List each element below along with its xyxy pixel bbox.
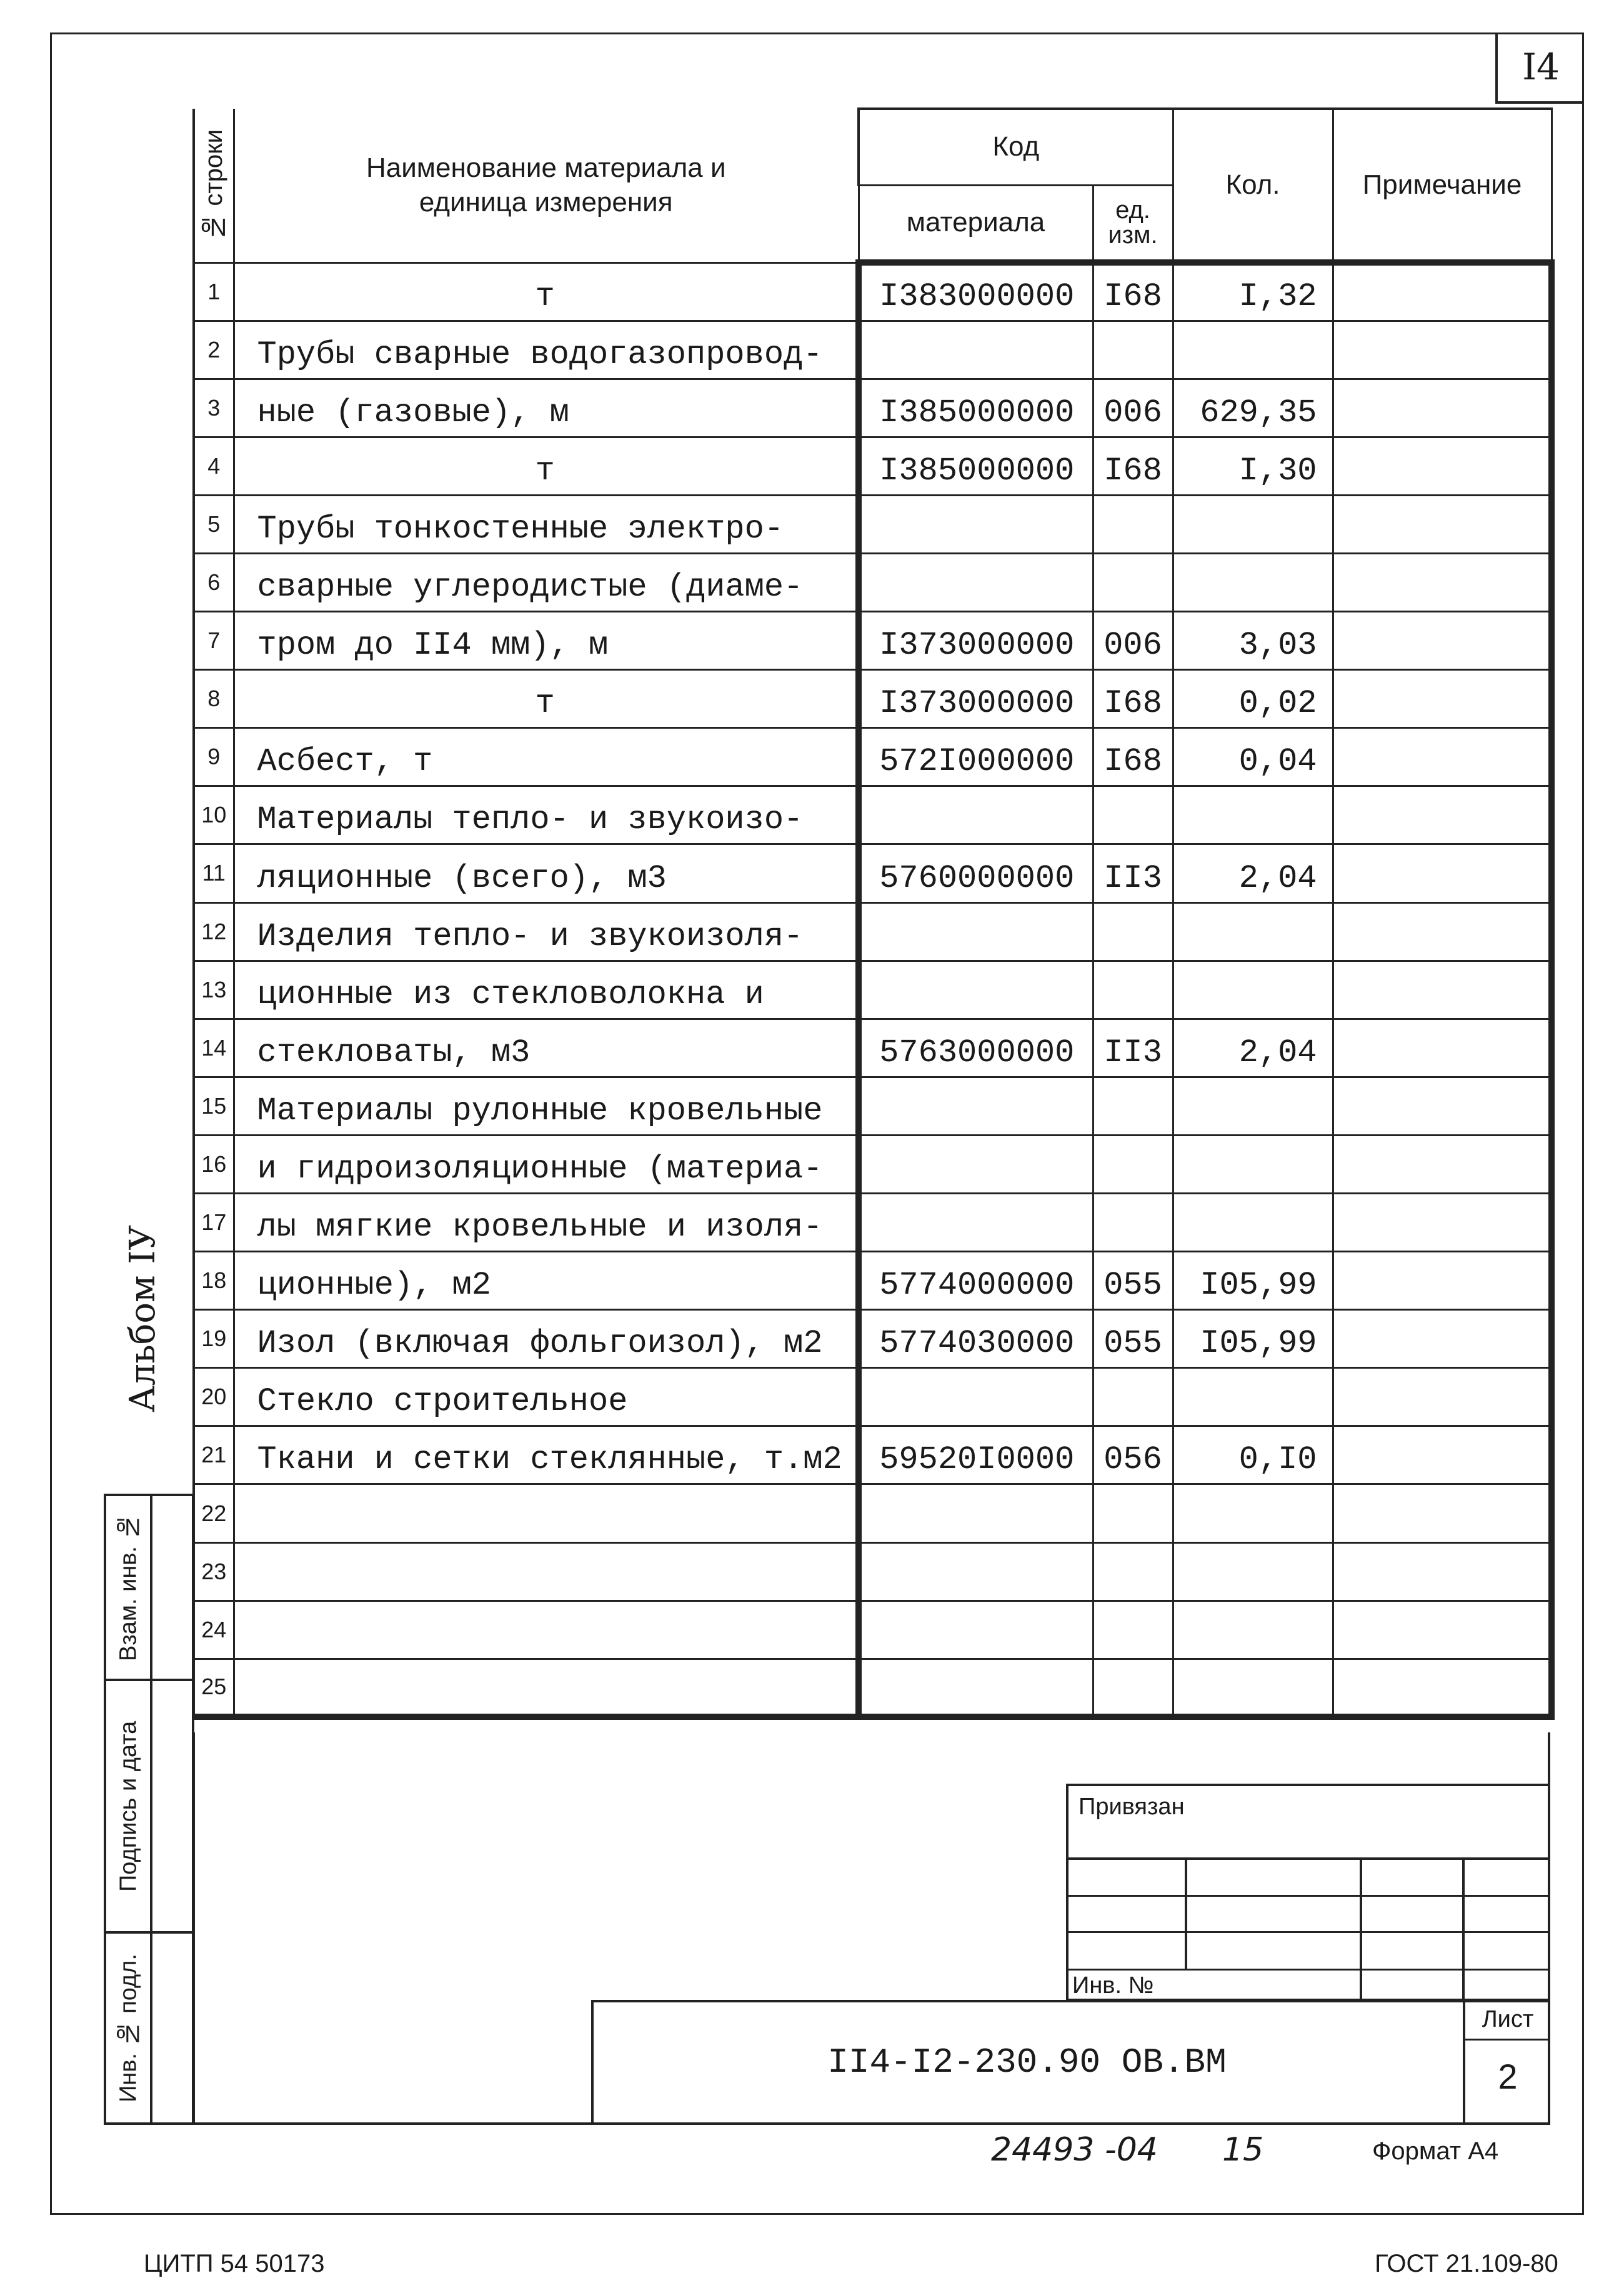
row-number-cell: 1 — [194, 262, 234, 321]
table-row — [194, 262, 1552, 321]
note-cell — [1333, 553, 1552, 611]
row-number-cell: 20 — [194, 1368, 234, 1426]
quantity-cell — [1173, 495, 1333, 553]
quantity-cell — [1173, 1077, 1333, 1135]
table-row — [194, 670, 1552, 728]
material-name-cell: Изол (включая фольгоизол), м2 — [234, 1310, 859, 1368]
privyazan-col-3 — [1462, 1857, 1465, 2001]
unit-code-cell: II3 — [1093, 844, 1173, 902]
table-row — [194, 961, 1552, 1019]
note-cell — [1333, 1601, 1552, 1659]
header-name — [234, 109, 859, 262]
material-code-cell — [859, 961, 1093, 1019]
material-code-cell — [859, 902, 1093, 961]
material-name-cell: сварные углеродистые (диаме- — [234, 553, 859, 611]
row-number-cell: 9 — [194, 728, 234, 786]
material-name-cell: тром до II4 мм), м — [234, 612, 859, 670]
material-code-cell — [859, 1135, 1093, 1193]
material-name-cell: Материалы тепло- и звукоизо- — [234, 786, 859, 844]
quantity-cell: 2,04 — [1173, 1019, 1333, 1077]
row-number-cell: 7 — [194, 612, 234, 670]
note-cell — [1333, 1659, 1552, 1717]
table-row — [194, 1426, 1552, 1484]
material-name-cell: Асбест, т — [234, 728, 859, 786]
header-quantity: Кол. — [1173, 109, 1333, 262]
table-row — [194, 1368, 1552, 1426]
header-note: Примечание — [1333, 109, 1552, 262]
quantity-cell: I05,99 — [1173, 1310, 1333, 1368]
note-cell — [1333, 728, 1552, 786]
material-name-cell: Изделия тепло- и звукоизоля- — [234, 902, 859, 961]
header-code-material: материала — [859, 185, 1093, 262]
note-cell — [1333, 495, 1552, 553]
note-cell — [1333, 1542, 1552, 1601]
quantity-cell — [1173, 1542, 1333, 1601]
material-code-cell: 5774000000 — [859, 1252, 1093, 1310]
quantity-cell — [1173, 1135, 1333, 1193]
table-row — [194, 728, 1552, 786]
material-name-cell: стекловаты, м3 — [234, 1019, 859, 1077]
material-name-cell: ные (газовые), м — [234, 379, 859, 437]
material-name-cell: ционные), м2 — [234, 1252, 859, 1310]
note-cell — [1333, 1077, 1552, 1135]
unit-code-cell: I68 — [1093, 262, 1173, 321]
privyazan-line-2 — [1066, 1895, 1550, 1897]
table-row — [194, 1484, 1552, 1542]
note-cell — [1333, 1135, 1552, 1193]
side-label-podpis-data: Подпись и дата — [115, 1721, 142, 1892]
material-code-cell: 5774030000 — [859, 1310, 1093, 1368]
row-number-cell: 22 — [194, 1484, 234, 1542]
table-row — [194, 379, 1552, 437]
unit-code-cell: 006 — [1093, 612, 1173, 670]
material-code-cell: I385000000 — [859, 379, 1093, 437]
privyazan-col-2 — [1360, 1857, 1362, 2001]
material-code-cell — [859, 1542, 1093, 1601]
quantity-cell — [1173, 1601, 1333, 1659]
material-name-cell: Трубы сварные водогазопровод- — [234, 321, 859, 379]
material-name-cell: Материалы рулонные кровельные — [234, 1077, 859, 1135]
header-row-number-label: № строки — [199, 129, 227, 241]
note-cell — [1333, 379, 1552, 437]
quantity-cell — [1173, 902, 1333, 961]
material-name-cell — [234, 1542, 859, 1601]
note-cell — [1333, 1194, 1552, 1252]
unit-code-cell: I68 — [1093, 437, 1173, 495]
table-row — [194, 786, 1552, 844]
table-row — [194, 495, 1552, 553]
table-row — [194, 321, 1552, 379]
page-badge: I4 — [1495, 32, 1584, 104]
unit-code-cell — [1093, 1542, 1173, 1601]
row-number-cell: 24 — [194, 1601, 234, 1659]
material-name-cell: ционные из стекловолокна и — [234, 961, 859, 1019]
row-number-cell: 2 — [194, 321, 234, 379]
format-label: Формат А4 — [1372, 2137, 1499, 2165]
row-number-cell: 4 — [194, 437, 234, 495]
privyazan-line-1 — [1066, 1857, 1550, 1860]
table-row — [194, 1135, 1552, 1193]
row-number-cell: 15 — [194, 1077, 234, 1135]
privyazan-line-4 — [1066, 1969, 1550, 1971]
designation-text: II4-I2-230.90 ОВ.ВМ — [827, 2042, 1227, 2082]
unit-code-cell — [1093, 1368, 1173, 1426]
table-row — [194, 844, 1552, 902]
table-row — [194, 612, 1552, 670]
material-name-cell: Стекло строительное — [234, 1368, 859, 1426]
table-row — [194, 1310, 1552, 1368]
table-row — [194, 1077, 1552, 1135]
table-row — [194, 902, 1552, 961]
quantity-cell — [1173, 786, 1333, 844]
quantity-cell: I05,99 — [1173, 1252, 1333, 1310]
quantity-cell — [1173, 1484, 1333, 1542]
material-code-cell: I373000000 — [859, 612, 1093, 670]
quantity-cell: I,30 — [1173, 437, 1333, 495]
header-code-unit-label: ед. изм. — [1108, 196, 1158, 249]
header-code-unit — [1093, 185, 1173, 262]
sheet-box-divider — [1463, 2039, 1550, 2041]
side-divider-v — [150, 1494, 152, 2125]
row-number-cell: 11 — [194, 844, 234, 902]
unit-code-cell — [1093, 902, 1173, 961]
quantity-cell: 0,04 — [1173, 728, 1333, 786]
quantity-cell: 0,02 — [1173, 670, 1333, 728]
row-number-cell: 3 — [194, 379, 234, 437]
header-code: Код — [859, 109, 1173, 185]
sheet-number: 2 — [1498, 2057, 1518, 2096]
material-code-cell: 59520I0000 — [859, 1426, 1093, 1484]
row-number-cell: 8 — [194, 670, 234, 728]
privyazan-col-1 — [1185, 1857, 1187, 1969]
quantity-cell — [1173, 1194, 1333, 1252]
quantity-cell — [1173, 553, 1333, 611]
note-cell — [1333, 1019, 1552, 1077]
material-code-cell — [859, 1368, 1093, 1426]
material-code-cell: 5760000000 — [859, 844, 1093, 902]
unit-code-cell — [1093, 1077, 1173, 1135]
footer-left: ЦИТП 54 50173 — [144, 2250, 325, 2277]
table-row — [194, 1194, 1552, 1252]
quantity-cell — [1173, 1368, 1333, 1426]
material-code-cell — [859, 1484, 1093, 1542]
table-row — [194, 1252, 1552, 1310]
unit-code-cell — [1093, 1601, 1173, 1659]
material-code-cell: 5763000000 — [859, 1019, 1093, 1077]
unit-code-cell — [1093, 495, 1173, 553]
material-code-cell — [859, 1601, 1093, 1659]
material-name-cell: лы мягкие кровельные и изоля- — [234, 1194, 859, 1252]
material-name-cell: и гидроизоляционные (материа- — [234, 1135, 859, 1193]
note-cell — [1333, 1426, 1552, 1484]
row-number-cell: 5 — [194, 495, 234, 553]
note-cell — [1333, 786, 1552, 844]
material-name-cell — [234, 1484, 859, 1542]
row-number-cell: 18 — [194, 1252, 234, 1310]
unit-code-cell — [1093, 961, 1173, 1019]
unit-code-cell — [1093, 1484, 1173, 1542]
unit-code-cell — [1093, 1659, 1173, 1717]
note-cell — [1333, 437, 1552, 495]
material-name-cell: Ткани и сетки стеклянные, т.м2 — [234, 1426, 859, 1484]
material-code-cell — [859, 321, 1093, 379]
material-name-cell: т — [234, 437, 859, 495]
side-label-vzam-inv: Взам. инв. № — [115, 1513, 142, 1662]
note-cell — [1333, 1368, 1552, 1426]
material-name-cell: т — [234, 262, 859, 321]
quantity-cell: 0,I0 — [1173, 1426, 1333, 1484]
table-row — [194, 1019, 1552, 1077]
quantity-cell: I,32 — [1173, 262, 1333, 321]
material-name-cell: т — [234, 670, 859, 728]
handwritten-page: 15 — [1222, 2131, 1264, 2169]
note-cell — [1333, 612, 1552, 670]
album-label: Альбом IУ — [122, 1225, 163, 1412]
quantity-cell — [1173, 961, 1333, 1019]
note-cell — [1333, 902, 1552, 961]
header-row-number — [194, 109, 234, 262]
materials-table — [192, 107, 1555, 1720]
material-code-cell — [859, 553, 1093, 611]
row-number-cell: 17 — [194, 1194, 234, 1252]
row-number-cell: 14 — [194, 1019, 234, 1077]
unit-code-cell: I68 — [1093, 670, 1173, 728]
note-cell — [1333, 1310, 1552, 1368]
material-name-cell: Трубы тонкостенные электро- — [234, 495, 859, 553]
unit-code-cell: 056 — [1093, 1426, 1173, 1484]
quantity-cell — [1173, 321, 1333, 379]
table-row — [194, 1542, 1552, 1601]
table-row — [194, 1659, 1552, 1717]
row-number-cell: 23 — [194, 1542, 234, 1601]
unit-code-cell — [1093, 786, 1173, 844]
material-code-cell — [859, 1194, 1093, 1252]
row-number-cell: 16 — [194, 1135, 234, 1193]
material-code-cell: I373000000 — [859, 670, 1093, 728]
quantity-cell — [1173, 1659, 1333, 1717]
note-cell — [1333, 1252, 1552, 1310]
row-number-cell: 10 — [194, 786, 234, 844]
row-number-cell: 6 — [194, 553, 234, 611]
table-row — [194, 1601, 1552, 1659]
row-number-cell: 21 — [194, 1426, 234, 1484]
unit-code-cell: 055 — [1093, 1252, 1173, 1310]
footer-right: ГОСТ 21.109-80 — [1375, 2250, 1558, 2277]
unit-code-cell: 006 — [1093, 379, 1173, 437]
material-name-cell — [234, 1601, 859, 1659]
quantity-cell: 629,35 — [1173, 379, 1333, 437]
quantity-cell: 3,03 — [1173, 612, 1333, 670]
unit-code-cell: 055 — [1093, 1310, 1173, 1368]
handwritten-number: 24493 -04 — [991, 2131, 1158, 2169]
material-code-cell — [859, 1077, 1093, 1135]
unit-code-cell — [1093, 321, 1173, 379]
quantity-cell: 2,04 — [1173, 844, 1333, 902]
row-number-cell: 13 — [194, 961, 234, 1019]
unit-code-cell — [1093, 1135, 1173, 1193]
side-label-inv-podl: Инв. № подл. — [115, 1954, 142, 2102]
header-name-label: Наименование материала и единица измерения — [366, 152, 726, 218]
note-cell — [1333, 321, 1552, 379]
row-number-cell: 19 — [194, 1310, 234, 1368]
unit-code-cell: I68 — [1093, 728, 1173, 786]
material-code-cell: I383000000 — [859, 262, 1093, 321]
table-row — [194, 437, 1552, 495]
note-cell — [1333, 1484, 1552, 1542]
unit-code-cell: II3 — [1093, 1019, 1173, 1077]
material-code-cell — [859, 495, 1093, 553]
note-cell — [1333, 670, 1552, 728]
material-name-cell: ляционные (всего), м3 — [234, 844, 859, 902]
material-code-cell — [859, 786, 1093, 844]
row-number-cell: 12 — [194, 902, 234, 961]
unit-code-cell — [1093, 1194, 1173, 1252]
note-cell — [1333, 961, 1552, 1019]
side-divider-2 — [104, 1931, 194, 1934]
note-cell — [1333, 262, 1552, 321]
sheet-label: Лист — [1482, 2006, 1534, 2032]
inv-no-label: Инв. № — [1072, 1972, 1154, 1999]
table-row — [194, 553, 1552, 611]
note-cell — [1333, 844, 1552, 902]
unit-code-cell — [1093, 553, 1173, 611]
side-divider-1 — [104, 1679, 194, 1681]
material-name-cell — [234, 1659, 859, 1717]
material-code-cell: 572I000000 — [859, 728, 1093, 786]
row-number-cell: 25 — [194, 1659, 234, 1717]
privyazan-label: Привязан — [1079, 1794, 1185, 1820]
privyazan-line-3 — [1066, 1931, 1550, 1933]
material-code-cell: I385000000 — [859, 437, 1093, 495]
material-code-cell — [859, 1659, 1093, 1717]
